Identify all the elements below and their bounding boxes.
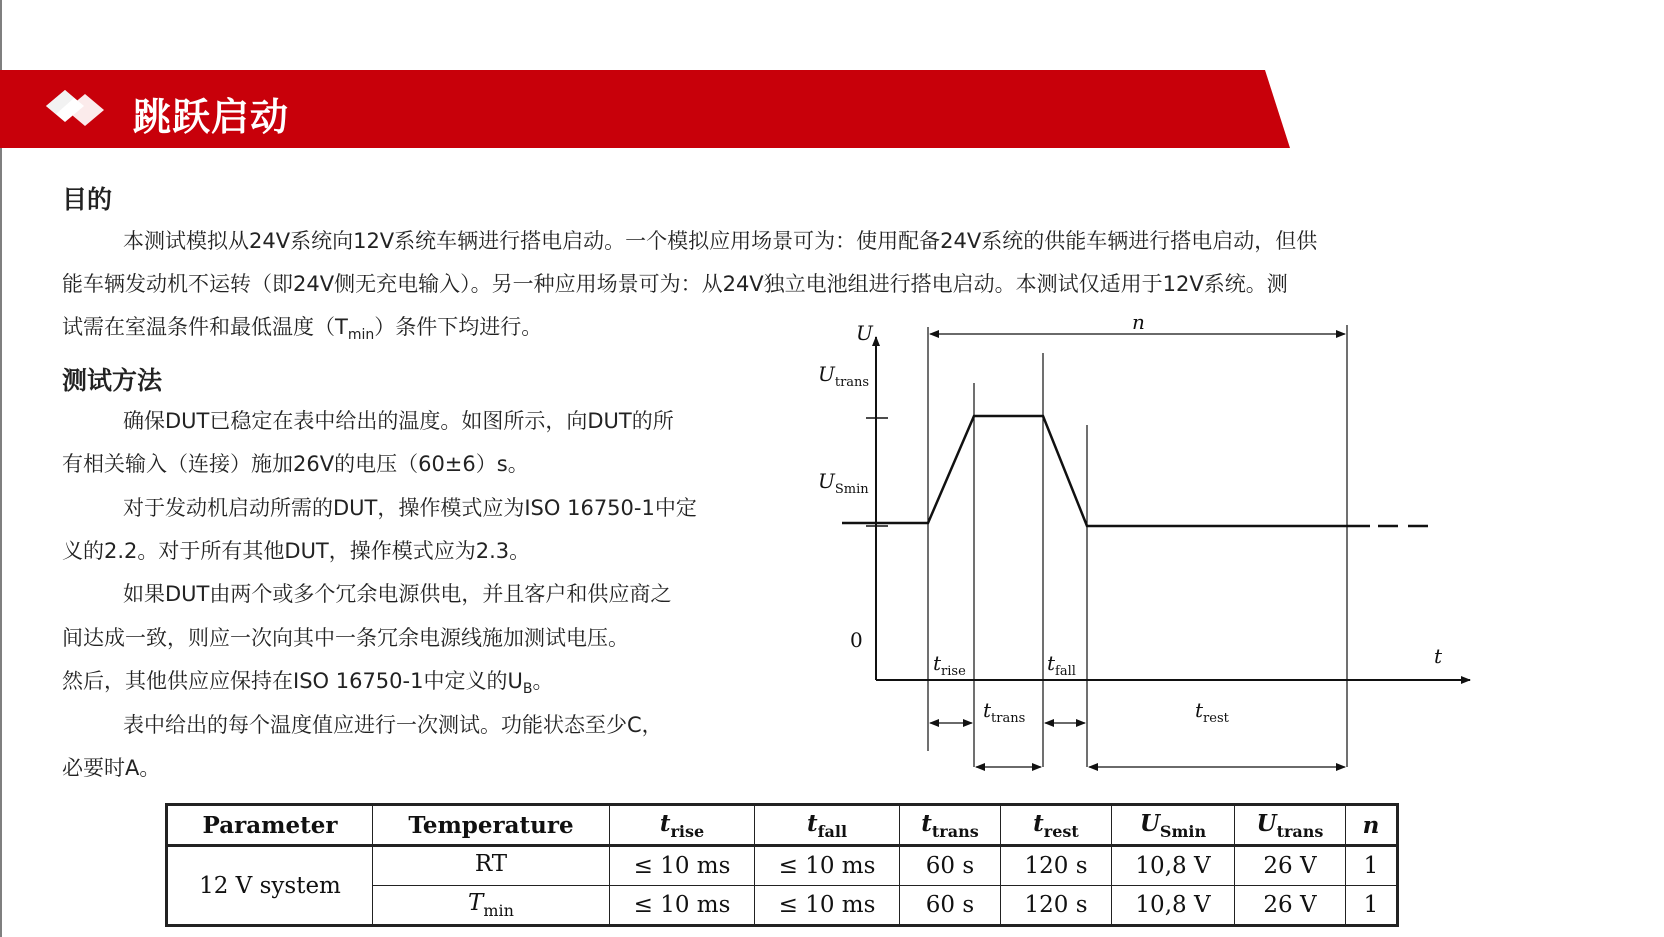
- t-axis-label: t: [1434, 644, 1443, 668]
- temperature-cell: $T_{min}$: [373, 886, 610, 926]
- method-line-9: 必要时A。: [62, 756, 161, 780]
- t-rise-label: $t_{rise}$: [933, 651, 966, 679]
- header-t-rise: $t_{rise}$: [610, 805, 755, 846]
- jump-start-waveform-diagram: [790, 310, 1480, 795]
- header-u-smin: $U_{Smin}$: [1112, 805, 1235, 846]
- zero-label: 0: [850, 628, 863, 652]
- t-fall-cell: ≤ 10 ms: [755, 846, 900, 886]
- method-line-7: 然后，其他供应应保持在ISO 16750-1中定义的$U_B$。: [62, 669, 554, 697]
- purpose-line-3: 试需在室温条件和最低温度$(T_{min})$条件下均进行。: [62, 315, 543, 343]
- u-trans-label: $U_{trans}$: [818, 362, 870, 390]
- voltage-waveform: [842, 416, 1370, 526]
- header-t-rest: $t_{rest}$: [1001, 805, 1112, 846]
- u-smin-label: $U_{Smin}$: [818, 469, 869, 497]
- t-rest-label: $t_{rest}$: [1195, 698, 1229, 726]
- table-row: [167, 846, 1398, 886]
- parameter-table: [165, 803, 1399, 927]
- n-cell: 1: [1346, 846, 1398, 886]
- method-line-4: 义的2.2。对于所有其他DUT，操作模式应为2.3。: [62, 539, 531, 563]
- method-line-5: 如果DUT由两个或多个冗余电源供电，并且客户和供应商之: [123, 582, 672, 606]
- u-axis-label: U: [856, 321, 873, 345]
- t-fall-label: $t_{fall}$: [1047, 651, 1076, 679]
- purpose-line-1: 本测试模拟从24V系统向12V系统车辆进行搭电启动。一个模拟应用场景可为：使用配备24V系统的供能车辆进行搭电启动，但供: [123, 229, 1318, 253]
- u-trans-cell: 26 V: [1235, 886, 1346, 926]
- method-line-8: 表中给出的每个温度值应进行一次测试。功能状态至少C，: [123, 713, 663, 737]
- t-fall-cell: ≤ 10 ms: [755, 886, 900, 926]
- t-trans-cell: 60 s: [900, 846, 1001, 886]
- purpose-heading: 目的: [62, 185, 113, 214]
- method-line-2: 有相关输入（连接）施加26V的电压（60±6）s。: [62, 452, 529, 476]
- header-t-fall: $t_{fall}$: [755, 805, 900, 846]
- system-cell: 12 V system: [167, 846, 373, 926]
- u-smin-cell: 10,8 V: [1112, 886, 1235, 926]
- n-label: n: [1132, 310, 1145, 334]
- u-trans-cell: 26 V: [1235, 846, 1346, 886]
- t-rest-cell: 120 s: [1001, 846, 1112, 886]
- temperature-cell: RT: [373, 846, 610, 886]
- slide-title: 跳跃启动: [133, 95, 290, 139]
- t-rest-cell: 120 s: [1001, 886, 1112, 926]
- method-line-6: 间达成一致，则应一次向其中一条冗余电源线施加测试电压。: [62, 626, 629, 650]
- t-trans-label: $t_{trans}$: [983, 698, 1026, 726]
- n-cell: 1: [1346, 886, 1398, 926]
- table-header-row: [167, 805, 1398, 846]
- method-line-3: 对于发动机启动所需的DUT，操作模式应为ISO 16750-1中定: [123, 496, 697, 520]
- t-rise-cell: ≤ 10 ms: [610, 886, 755, 926]
- header-u-trans: $U_{trans}$: [1235, 805, 1346, 846]
- header-parameter: Parameter: [167, 805, 373, 846]
- t-rise-cell: ≤ 10 ms: [610, 846, 755, 886]
- header-t-trans: $t_{trans}$: [900, 805, 1001, 846]
- method-heading: 测试方法: [62, 366, 163, 395]
- header-n: n: [1346, 805, 1398, 846]
- t-trans-cell: 60 s: [900, 886, 1001, 926]
- method-line-1: 确保DUT已稳定在表中给出的温度。如图所示，向DUT的所: [123, 409, 674, 433]
- u-smin-cell: 10,8 V: [1112, 846, 1235, 886]
- header-temperature: Temperature: [373, 805, 610, 846]
- purpose-line-2: 能车辆发动机不运转（即24V侧无充电输入）。另一种应用场景可为：从24V独立电池组进行搭电启动。本测试仅适用于12V系统。测: [62, 272, 1288, 296]
